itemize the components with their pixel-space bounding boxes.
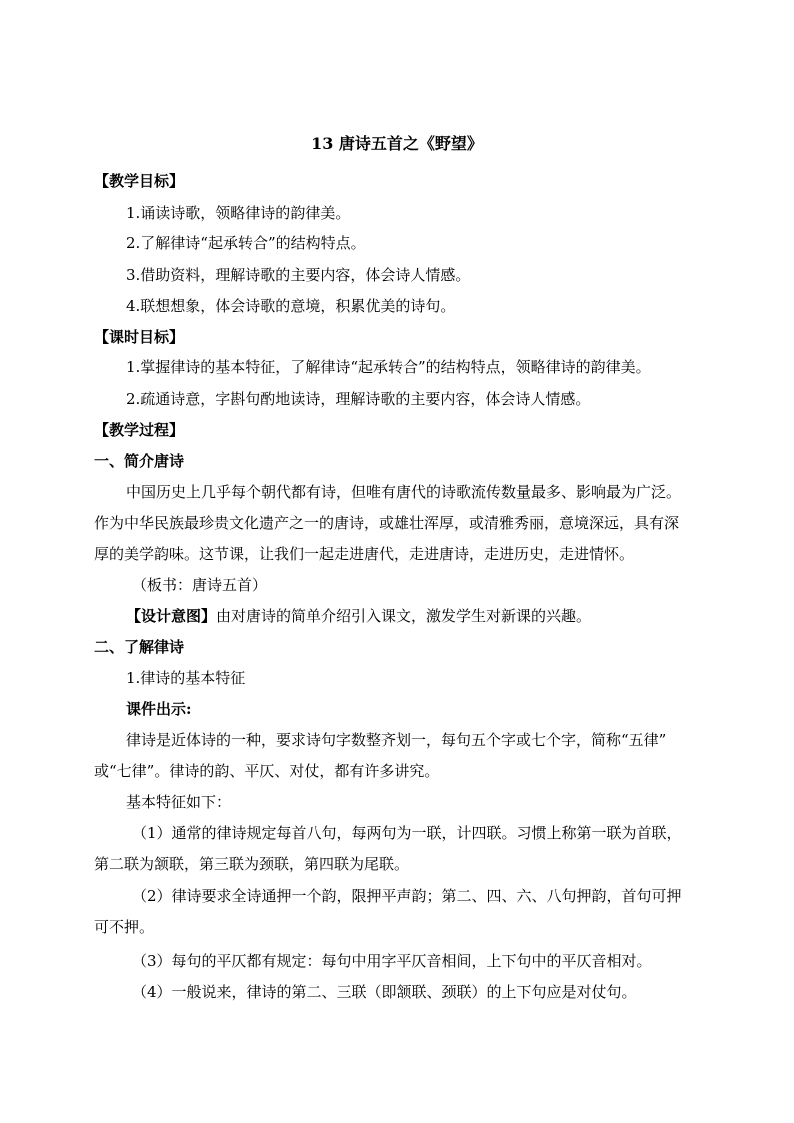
page-title: 13 唐诗五首之《野望》 — [311, 134, 483, 153]
paragraph-line: 或“七律”。律诗的韵、平仄、对仗，都有许多讲究。 — [94, 762, 440, 780]
goal-item: 1.诵读诗歌，领略律诗的韵律美。 — [126, 204, 351, 222]
paragraph-line: 律诗是近体诗的一种，要求诗句字数整齐划一，每句五个字或七个字，简称“五律” — [126, 731, 667, 749]
feature-line: （4）一般说来，律诗的第二、三联（即颔联、颈联）的上下句应是对仗句。 — [132, 983, 637, 1001]
paragraph-line: 作为中华民族最珍贵文化遗产之一的唐诗，或雄壮浑厚，或清雅秀丽，意境深远，具有深 — [94, 514, 680, 532]
subheading: 1.律诗的基本特征 — [126, 669, 246, 687]
lesson-item: 2.疏通诗意，字斟句酌地读诗，理解诗歌的主要内容，体会诗人情感。 — [126, 390, 591, 408]
design-intent — [126, 606, 714, 626]
goal-item: 3.借助资料，理解诗歌的主要内容，体会诗人情感。 — [126, 266, 471, 284]
goal-item: 2.了解律诗“起承转合”的结构特点。 — [126, 234, 366, 252]
feature-line: （1）通常的律诗规定每首八句，每两句为一联，计四联。习惯上称第一联为首联， — [132, 824, 682, 842]
feature-line: （2）律诗要求全诗通押一个韵，限押平声韵；第二、四、六、八句押韵，首句可押 — [132, 887, 682, 905]
design-label: 【设计意图】 — [126, 607, 217, 625]
part2-heading: 二、了解律诗 — [94, 638, 185, 656]
design-text: 由对唐诗的简单介绍引入课文，激发学生对新课的兴趣。 — [216, 607, 592, 625]
feature-line: 第二联为颔联，第三联为颈联，第四联为尾联。 — [94, 855, 410, 873]
feature-line: （3）每句的平仄都有规定：每句中用字平仄音相间，上下句中的平仄音相对。 — [132, 952, 652, 970]
goals-heading: 【教学目标】 — [94, 172, 185, 190]
features-lead: 基本特征如下： — [126, 793, 232, 811]
goal-item: 4.联想想象，体会诗歌的意境，积累优美的诗句。 — [126, 297, 456, 315]
part1-heading: 一、简介唐诗 — [94, 452, 185, 470]
paragraph-line: 中国历史上几乎每个朝代都有诗，但唯有唐代的诗歌流传数量最多、影响最为广泛。 — [126, 483, 682, 501]
lesson-item: 1.掌握律诗的基本特征，了解律诗“起承转合”的结构特点，领略律诗的韵律美。 — [126, 358, 651, 376]
lesson-heading: 【课时目标】 — [94, 328, 185, 346]
courseware-label: 课件出示: — [126, 700, 192, 718]
process-heading: 【教学过程】 — [94, 421, 185, 439]
paragraph-line: 厚的美学韵味。这节课，让我们一起走进唐代，走进唐诗，走进历史，走进情怀。 — [94, 545, 635, 563]
board-note: （板书：唐诗五首） — [132, 576, 268, 594]
feature-line: 可不押。 — [94, 918, 155, 936]
